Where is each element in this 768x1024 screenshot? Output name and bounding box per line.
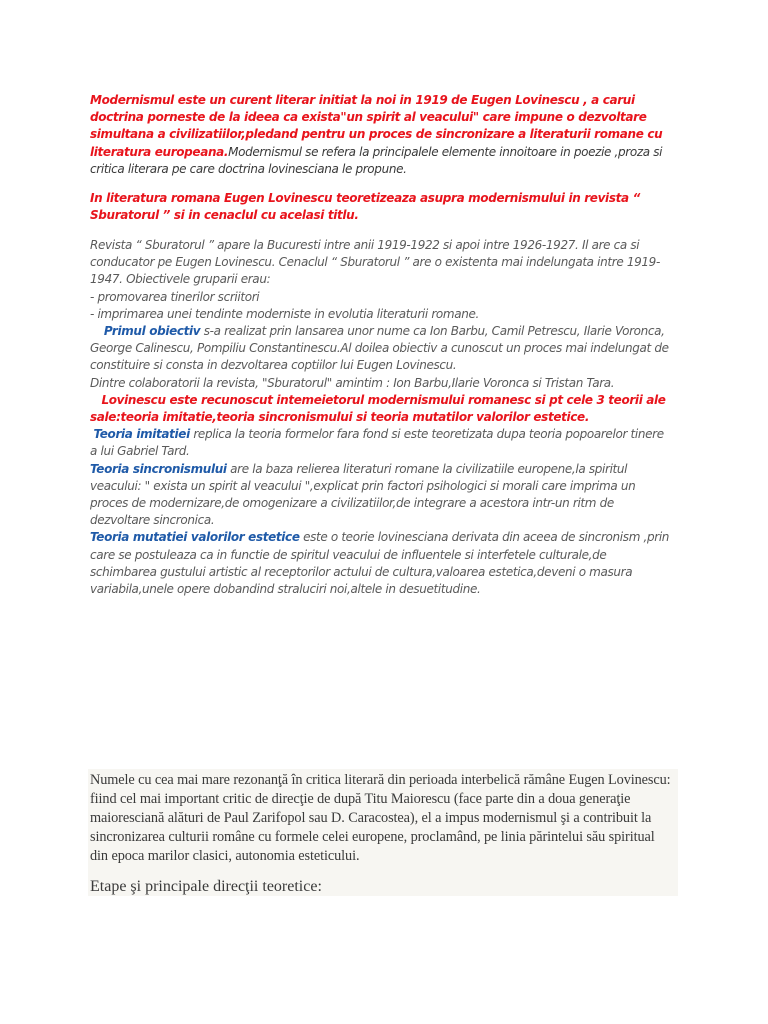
serif-heading: Etape şi principale direcţii teoretice: [90,878,322,895]
teorii-paragraph [90,392,672,426]
body-section [90,237,672,598]
primul-paragraph [90,323,672,375]
intro-red-lead: Modernismul este un curent literar initiat la noi in 1919 de Eugen Lovinescu , a carui doctrina porneste de la ideea ca exista"un spirit al veacului" care impune o dezvoltare simultana a civilizatiilor,pledand pentru un proces de sincronizare a literaturii romane cu literatura europeana. [90,93,663,159]
revista-paragraph: Revista “ Sburatorul ” apare la Bucuresti intre anii 1919-1922 si apoi intre 1926-1927. Il are ca si conducator pe Eugen Lovinescu. Cenaclul “ Sburatorul ” are o existenta mai indelungata intre 1919-1947. Obiectivele gruparii erau: [90,238,660,287]
sincronismului-paragraph [90,461,672,530]
intro-paragraph [90,92,672,178]
primul-text: s-a realizat prin lansarea unor nume ca Ion Barbu, Camil Petrescu, Ilarie Voronca, George Calinescu, Pompiliu Constantinescu.Al doilea obiectiv a cunoscut un proces mai indelungat de constituire si consta in dezvoltarea coptiilor lui Eugen Lovinescu. [90,324,669,373]
imitatiei-paragraph [90,426,672,460]
mutatiei-paragraph [90,529,672,598]
serif-paragraph: Numele cu cea mai mare rezonanţă în critica literară din perioada interbelică rămâne Eugen Lovinescu: fiind cel mai important critic de direcţie de după Titu Maiorescu (face parte din a doua generaţie maioresciană alături de Paul Zarifopol sau D. Caracostea), el a impus modernismul şi a contribuit la sincronizarea culturii române cu formele celei europene, proclamând, pe linia părintelui său spiritual din epoca marilor clasici, autonomia esteticului. [90,772,671,864]
revista-item-2: - imprimarea unei tendinte moderniste in evolutia literaturii romane. [90,306,480,321]
mutatiei-text: este o teorie lovinesciana derivata din aceea de sincronism ,prin care se postuleaza ca in functie de spiritul veacului de influentele si interfetele culturale,de schimbarea gustului artistic al receptorilor actului de cultura,valoarea estetica,deveni o masura variabila,unele opere dobandind straluciri noi,altele in desuetitudine. [90,530,670,597]
intro-dark-tail: Modernismul se refera la principalele elemente innoitoare in poezie ,proza si critica literara pe care doctrina lovinesciana le propune. [90,144,663,176]
teorii-text: Lovinescu este recunoscut intemeietorul modernismului romanesc si pt cele 3 teorii ale sale:teoria imitatie,teoria sincronismului si teoria mutatilor valorilor estetice. [90,392,666,425]
imitatiei-text: replica la teoria formelor fara fond si este teoretizata dupa teoria popoarelor tinere a lui Gabriel Tard. [90,427,664,459]
revista-item-1: - promovarea tinerilor scriitori [90,289,260,304]
imitatiei-label: Teoria imitatiei [93,427,190,442]
red-paragraph: In literatura romana Eugen Lovinescu teoretizeaza asupra modernismului in revista “ Sburatorul ” si in cenaclul cu acelasi titlu. [90,191,640,223]
sincronismului-text: are la baza relierea literaturi romane la civilizatiile europene,la spiritul veacului: " exista un spirit al veacului ",explicat prin factori psihologici si morali care imprima un proces de modernizare,de omogenizare a civilizatiilor,de integrare a acestora intr-un ritm de dezvoltare sincronica. [90,461,636,528]
primul-label: Primul obiectiv [103,324,201,339]
colaboratori-paragraph: Dintre colaboratorii la revista, "Sburatorul" amintim : Ion Barbu,Ilarie Voronca si Tristan Tara. [90,375,615,390]
mutatiei-label: Teoria mutatiei valorilor estetice [90,530,300,545]
sincronismului-label: Teoria sincronismului [90,461,227,476]
